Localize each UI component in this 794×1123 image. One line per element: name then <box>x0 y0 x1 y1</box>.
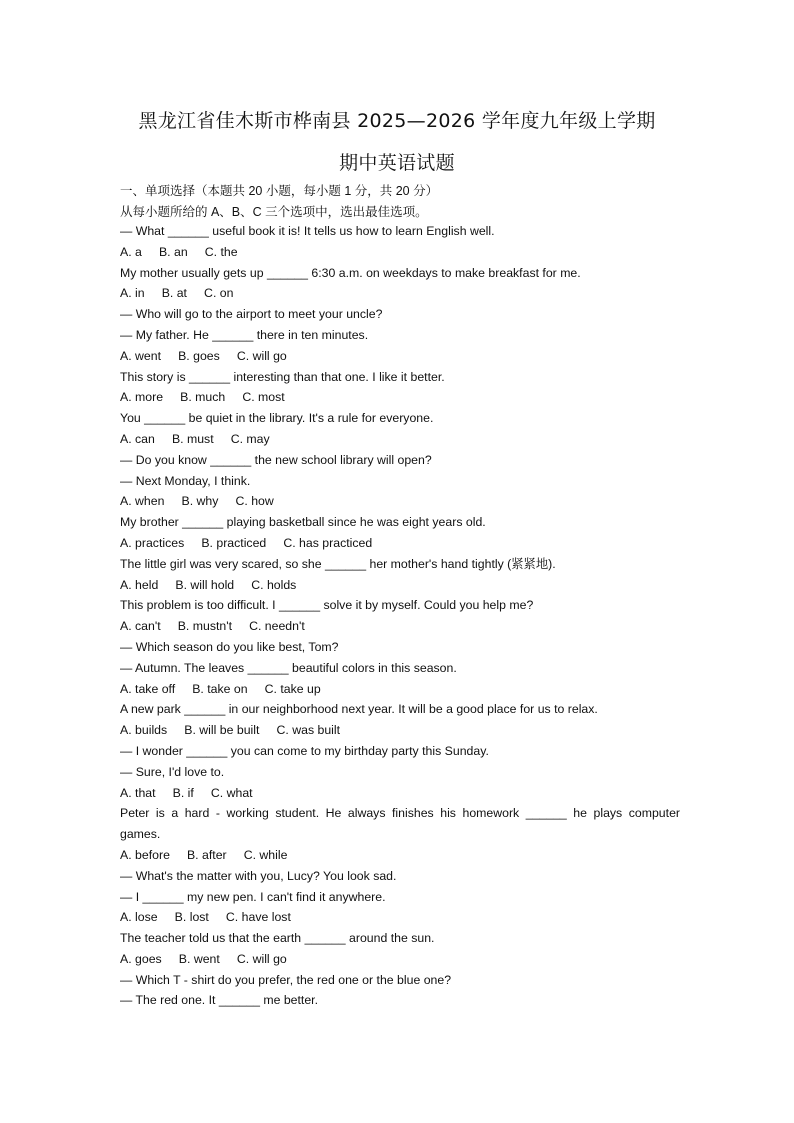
exam-title-line2: 期中英语试题 <box>339 152 455 174</box>
question-list <box>120 221 680 1011</box>
question-line: A new park ______ in our neighborhood next year. It will be a good place for us to relax. <box>120 702 598 717</box>
question-line: This story is ______ interesting than that one. I like it better. <box>120 369 445 384</box>
answer-options: A. a B. an C. the <box>120 244 238 259</box>
question-line: — I ______ my new pen. I can't find it anywhere. <box>120 889 386 904</box>
answer-options: A. in B. at C. on <box>120 286 234 301</box>
question-line: You ______ be quiet in the library. It's a rule for everyone. <box>120 411 434 426</box>
question-line: — Do you know ______ the new school library will open? <box>120 452 432 467</box>
question-line: My mother usually gets up ______ 6:30 a.m. on weekdays to make breakfast for me. <box>120 265 581 280</box>
answer-options: A. can't B. mustn't C. needn't <box>120 619 305 634</box>
section-heading: 一、单项选择（本题共 20 小题，每小题 1 分，共 20 分） <box>120 184 439 198</box>
answer-options: A. when B. why C. how <box>120 494 274 509</box>
answer-options: A. that B. if C. what <box>120 785 253 800</box>
answer-options: A. take off B. take on C. take up <box>120 681 321 696</box>
question-line: Peter is a hard - working student. He always finishes his homework ______ he plays computer <box>120 806 680 821</box>
question-line: The little girl was very scared, so she ______ her mother's hand tightly (紧紧地). <box>120 556 556 571</box>
answer-options: A. goes B. went C. will go <box>120 951 287 966</box>
section-instruction: 从每小题所给的 A、B、C 三个选项中，选出最佳选项。 <box>120 205 428 219</box>
answer-options: A. lose B. lost C. have lost <box>120 910 291 925</box>
question-line: — Which season do you like best, Tom? <box>120 639 339 654</box>
answer-options: A. practices B. practiced C. has practiced <box>120 535 373 550</box>
question-line: — What's the matter with you, Lucy? You look sad. <box>120 868 397 883</box>
question-line: — Who will go to the airport to meet your uncle? <box>120 307 383 322</box>
exam-title-line1: 黑龙江省佳木斯市桦南县 2025—2026 学年度九年级上学期 <box>138 110 656 132</box>
answer-options: A. more B. much C. most <box>120 390 285 405</box>
answer-options: A. held B. will hold C. holds <box>120 577 297 592</box>
answer-options: A. builds B. will be built C. was built <box>120 723 341 738</box>
answer-options: A. can B. must C. may <box>120 431 270 446</box>
answer-options: A. before B. after C. while <box>120 847 288 862</box>
question-line: — My father. He ______ there in ten minutes. <box>120 327 369 342</box>
question-line: — What ______ useful book it is! It tells us how to learn English well. <box>120 224 495 238</box>
question-line: — Sure, I'd love to. <box>120 764 225 779</box>
question-line: The teacher told us that the earth ______ around the sun. <box>120 931 435 946</box>
question-line: — Which T - shirt do you prefer, the red one or the blue one? <box>120 972 452 987</box>
question-line: This problem is too difficult. I ______ solve it by myself. Could you help me? <box>120 598 534 613</box>
question-line: — I wonder ______ you can come to my birthday party this Sunday. <box>120 743 489 758</box>
question-line: — The red one. It ______ me better. <box>120 993 319 1008</box>
answer-options: A. went B. goes C. will go <box>120 348 287 363</box>
question-line: — Next Monday, I think. <box>120 473 251 488</box>
question-line: — Autumn. The leaves ______ beautiful colors in this season. <box>120 660 457 675</box>
question-line: My brother ______ playing basketball since he was eight years old. <box>120 515 486 530</box>
question-line-continued: games. <box>120 827 161 842</box>
